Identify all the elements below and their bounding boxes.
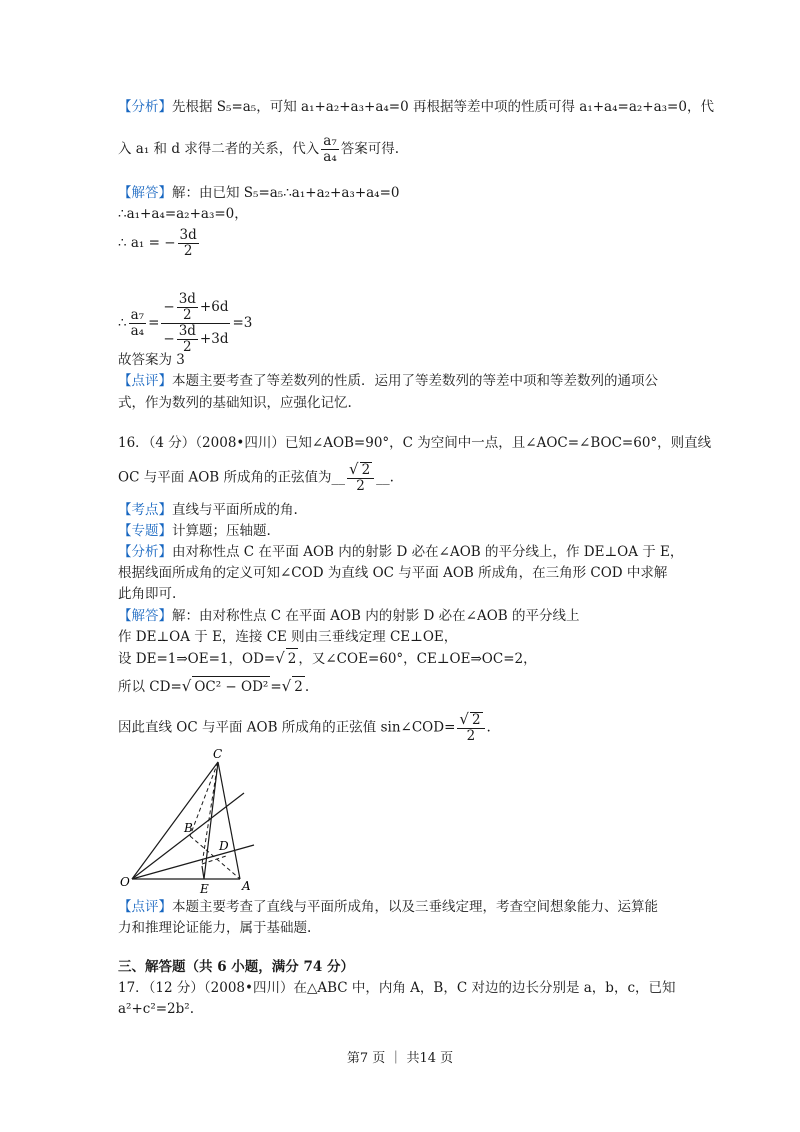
comment2-line-1: 【点评】本题主要考查了直线与平面所成角，以及三垂线定理，考查空间想象能力、运算能 (118, 899, 658, 915)
solution-line-3: ∴ a₁ = − $\frac{3d}{2}$ (118, 227, 197, 259)
q17-line-2: a²+c²=2b². (118, 1001, 194, 1017)
sine-fraction: $\frac{√ 2}{2}$ (457, 712, 484, 744)
bisector-OD (132, 845, 254, 879)
label-D: D (219, 839, 229, 853)
analysis2-line-2: 根据线面所成角的定义可知∠COD 为直线 OC 与平面 AOB 所成角，在三角形 COD 中求解 (118, 565, 668, 581)
comment-line-2: 式，作为数列的基础知识，应强化记忆. (118, 395, 352, 411)
analysis-text-3: 答案可得. (340, 141, 400, 157)
solution-line-2: ∴a₁+a₄=a₂+a₃=0， (118, 206, 248, 222)
analysis2-line-3: 此角即可. (118, 586, 177, 602)
segment-D (202, 856, 226, 864)
solution2-line-5: 因此直线 OC 与平面 AOB 所成角的正弦值 sin∠COD= $\frac{√ 2}{2}$ . (118, 710, 491, 744)
analysis2-line-1: 【分析】由对称性点 C 在平面 AOB 内的射影 D 必在∠AOB 的平分线上，作 DE⊥OA 于 E， (118, 544, 684, 560)
segment-BA (190, 836, 240, 879)
solution2-tag: 【解答】 (118, 608, 172, 624)
solution-line-4: ∴ $\frac{\text{a₇}}{\text{a₄}}$ = − $\frac{3d}{2}$ +6d − $\frac{3d}{2}$ +3d =3 (118, 291, 253, 355)
fraction-3d-2: $\frac{3d}{2}$ (179, 227, 197, 259)
solution2-line-1: 【解答】解：由对称性点 C 在平面 AOB 内的射影 D 必在∠AOB 的平分线上 (118, 608, 580, 624)
q16-line-1: 16．（4 分）（2008•四川）已知∠AOB=90°，C 为空间中一点，且∠AOC=∠BOC=60°，则直线 (118, 435, 712, 451)
analysis-text-1: 先根据 S₅=a₅，可知 a₁+a₂+a₃+a₄=0 再根据等差中项的性质可得 a₁+a₄=a₂+a₃=0，代 (172, 99, 714, 115)
q17-line-1: 17．（12 分）（2008•四川）在△ABC 中，内角 A，B，C 对边的边长分别是 a，b，c，已知 (118, 980, 676, 996)
compound-fraction: − $\frac{3d}{2}$ +6d − $\frac{3d}{2}$ +3d (163, 291, 229, 355)
fraction-a7-a4-2: $\frac{\text{a₇}}{\text{a₄}}$ (130, 307, 145, 339)
analysis-tag: 【分析】 (118, 99, 172, 115)
comment2-line-2: 力和推理论证能力，属于基础题. (118, 920, 312, 936)
page-footer: 第7 页 ｜ 共14 页 (346, 1051, 454, 1066)
comment2-tag: 【点评】 (118, 899, 172, 915)
solution-line-5: 故答案为 3 (118, 352, 185, 368)
solution2-line-4: 所以 CD=√ OC² − OD² =√ 2 . (118, 677, 310, 695)
section-heading: 三、解答题（共 6 小题，满分 74 分） (118, 959, 354, 975)
solution2-line-3: 设 DE=1⇒OE=1，OD=√ 2 ，又∠COE=60°，CE⊥OE⇒OC=2， (118, 649, 537, 667)
label-A: A (242, 879, 251, 893)
analysis-line-1 (118, 97, 714, 117)
label-O: O (120, 875, 130, 889)
line-OB (132, 793, 244, 879)
edge-OC (132, 762, 218, 879)
fraction-a7-a4: $\frac{\text{a₇}}{\text{a₄}}$ (323, 133, 337, 165)
zhuanti-line: 【专题】计算题；压轴题. (118, 523, 271, 539)
kaodian-line: 【考点】直线与平面所成的角. (118, 502, 298, 518)
geometry-figure (118, 746, 268, 896)
solution-tag: 【解答】 (118, 185, 172, 201)
label-E: E (200, 882, 209, 896)
zhuanti-tag: 【专题】 (118, 523, 172, 539)
label-C: C (213, 747, 223, 761)
analysis-text-2: 入 a₁ 和 d 求得二者的关系，代入 (118, 141, 320, 157)
label-B: B (184, 821, 193, 835)
segment-ED (202, 866, 204, 879)
comment-line-1: 【点评】本题主要考查了等差数列的性质．运用了等差数列的等差中项和等差数列的通项公 (118, 373, 658, 389)
segment-CD (202, 762, 218, 864)
analysis-line-2 (118, 134, 399, 165)
analysis2-tag: 【分析】 (118, 544, 172, 560)
solution2-line-2: 作 DE⊥OA 于 E，连接 CE 则由三垂线定理 CE⊥OE， (118, 629, 458, 645)
edge-CA (218, 762, 240, 879)
solution-line-1: 【解答】解：由已知 S₅=a₅∴a₁+a₂+a₃+a₄=0 (118, 185, 400, 201)
q16-line-2: OC 与平面 AOB 所成角的正弦值为__ $\frac{√ 2}{2}$ __. (118, 460, 394, 494)
comment-tag: 【点评】 (118, 373, 172, 389)
answer-fraction: $\frac{√ 2}{2}$ (347, 462, 374, 494)
kaodian-tag: 【考点】 (118, 502, 172, 518)
